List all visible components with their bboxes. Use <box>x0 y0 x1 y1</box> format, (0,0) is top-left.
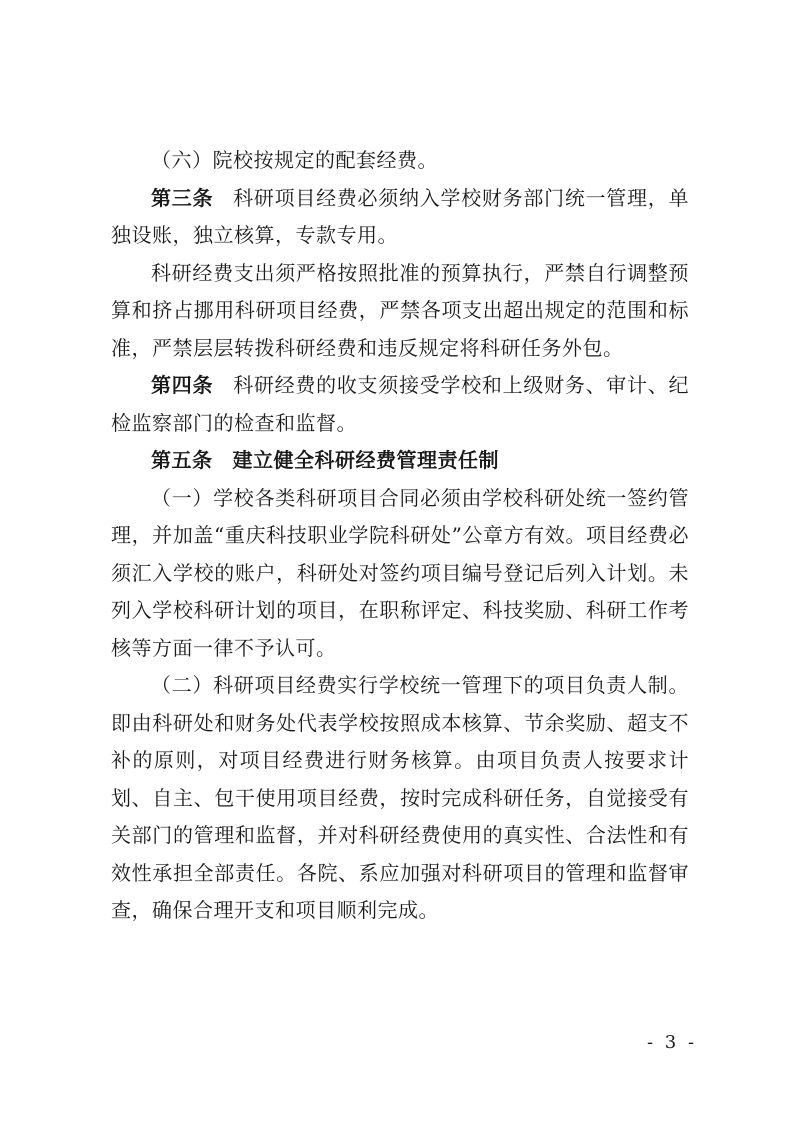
paragraph-text: （一）学校各类科研项目合同必须由学校科研处统一签约管理，并加盖“重庆科技职业学院科研处”公章方有效。项目经费必须汇入学校的账户，科研处对签约项目编号登记后列入计划。未列入学校科研计划的项目，在职称评定、科技奖励、科研工作考核等方面一律不予认可。 <box>111 485 689 660</box>
article-3-paragraph <box>111 180 689 255</box>
article-5-heading <box>111 442 689 480</box>
article-label: 第三条 <box>151 185 214 210</box>
clause-1-paragraph <box>111 480 689 668</box>
clause-2-paragraph <box>111 667 689 930</box>
article-label: 第五条 <box>151 448 213 472</box>
paragraph-text: 科研经费支出须严格按照批准的预算执行，严禁自行调整预算和挤占挪用科研项目经费，严禁各项支出超出规定的范围和标准，严禁层层转拨科研经费和违反规定将科研任务外包。 <box>111 260 689 360</box>
article-title: 建立健全科研经费管理责任制 <box>232 448 499 472</box>
paragraph-text: 科研经费的收支须接受学校和上级财务、审计、纪检监察部门的检查和监督。 <box>111 373 689 435</box>
paragraph-text: 科研项目经费必须纳入学校财务部门统一管理，单独设账，独立核算，专款专用。 <box>111 185 689 247</box>
article-4-paragraph <box>111 367 689 442</box>
paragraph-text: （六）院校按规定的配套经费。 <box>151 148 438 172</box>
budget-rules-paragraph <box>111 255 689 368</box>
paragraph-item-6 <box>111 142 689 180</box>
page-number: - 3 - <box>647 1032 698 1053</box>
article-label: 第四条 <box>151 373 214 397</box>
document-body <box>111 142 689 930</box>
paragraph-text: （二）科研项目经费实行学校统一管理下的项目负责人制。即由科研处和财务处代表学校按照成本核算、节余奖励、超支不补的原则，对项目经费进行财务核算。由项目负责人按要求计划、自主、包干使用项目经费，按时完成科研任务，自觉接受有关部门的管理和监督，并对科研经费使用的真实性、合法性和有效性承担全部责任。各院、系应加强对科研项目的管理和监督审查，确保合理开支和项目顺利完成。 <box>111 673 689 922</box>
